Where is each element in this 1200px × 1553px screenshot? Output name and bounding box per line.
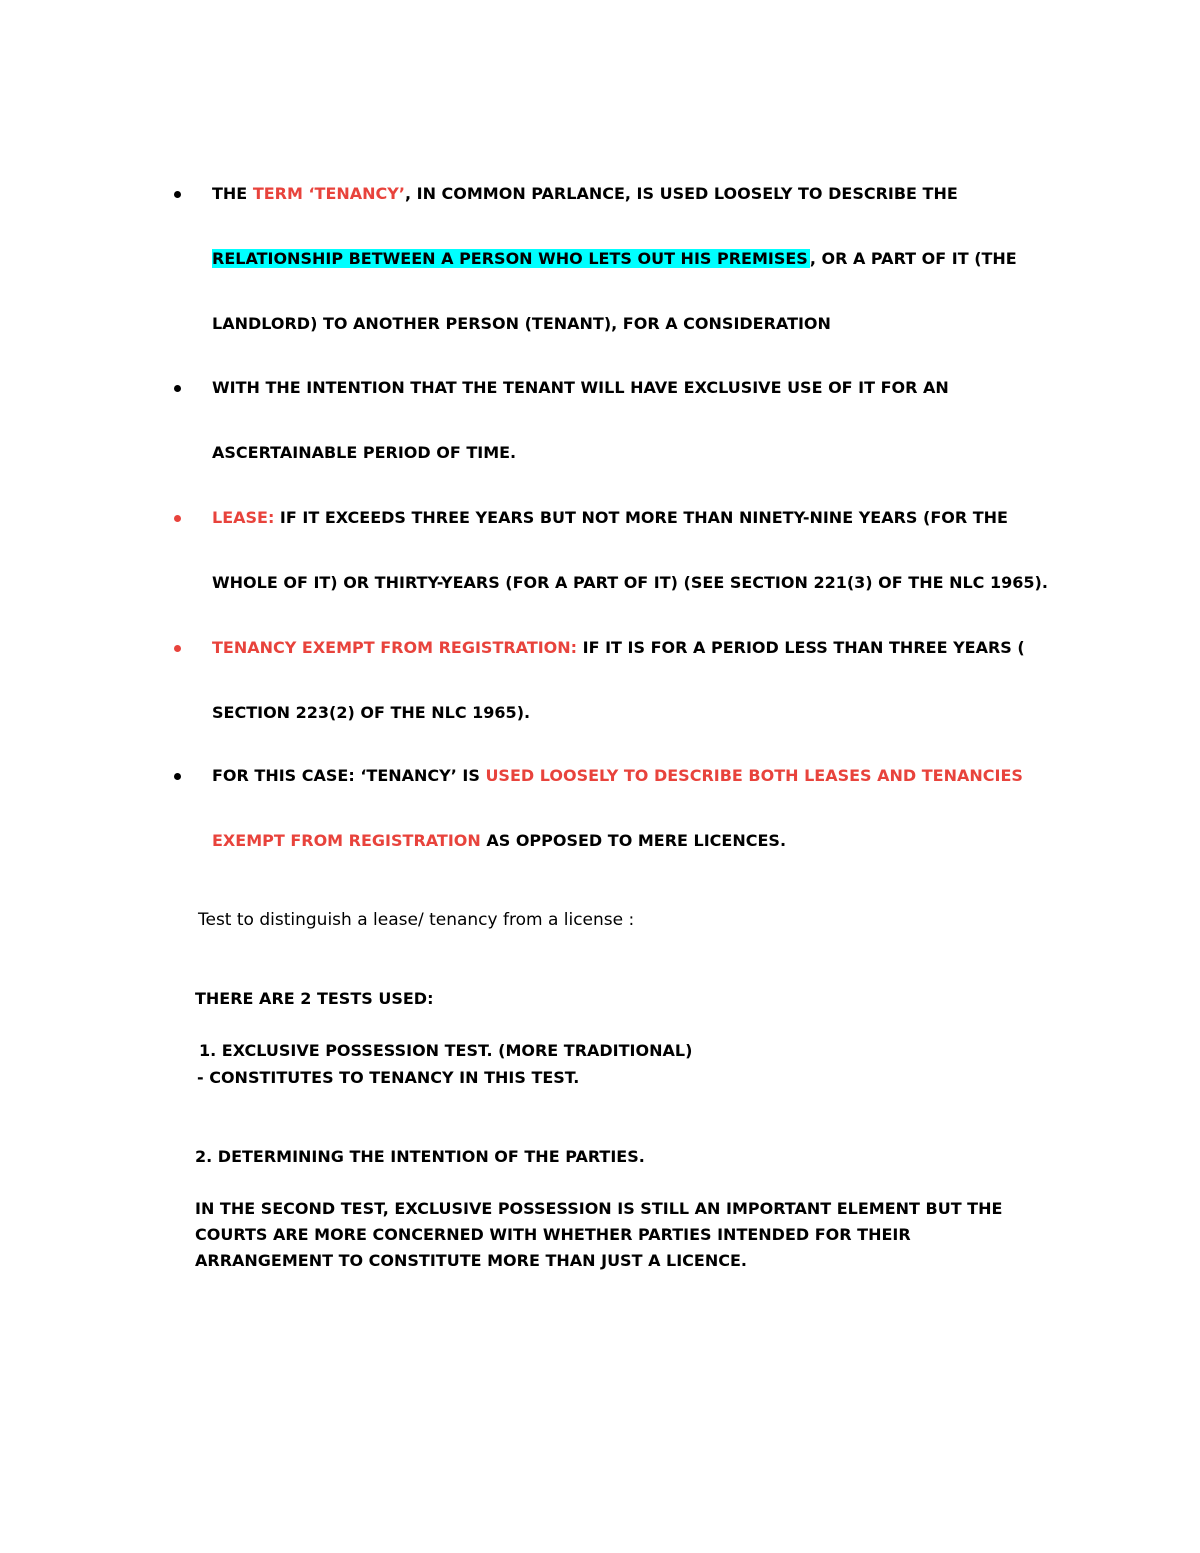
bullet-2-line-2: ASCERTAINABLE PERIOD OF TIME. [212, 443, 517, 462]
test-1-note: - CONSTITUTES TO TENANCY IN THIS TEST. [197, 1068, 580, 1087]
bullet-1-line-2 [212, 248, 1017, 270]
test-heading: Test to distinguish a lease/ tenancy from a license : [198, 910, 635, 930]
conclusion-line-3: ARRANGEMENT TO CONSTITUTE MORE THAN JUST A LICENCE. [195, 1251, 747, 1270]
conclusion-line-1: IN THE SECOND TEST, EXCLUSIVE POSSESSION IS STILL AN IMPORTANT ELEMENT BUT THE [195, 1199, 1003, 1218]
bullet-dot [174, 385, 181, 392]
bullet-3-line-2: WHOLE OF IT) OR THIRTY-YEARS (FOR A PART OF IT) (SEE SECTION 221(3) OF THE NLC 1965). [212, 573, 1048, 592]
bullet-4-line-2: SECTION 223(2) OF THE NLC 1965). [212, 703, 531, 722]
text-run: AS OPPOSED TO MERE LICENCES. [480, 831, 787, 850]
text-run: IF IT IS FOR A PERIOD LESS THAN THREE YEARS ( [577, 638, 1025, 657]
highlighted-text-run: RELATIONSHIP BETWEEN A PERSON WHO LETS OUT HIS PREMISES [212, 249, 808, 268]
text-run: THE [212, 184, 253, 203]
bullet-dot [174, 191, 181, 198]
bullet-4-line-1 [212, 637, 1025, 659]
test-1-title: 1. EXCLUSIVE POSSESSION TEST. (MORE TRADITIONAL) [199, 1041, 693, 1060]
test-2-title: 2. DETERMINING THE INTENTION OF THE PARTIES. [195, 1147, 645, 1166]
bullet-2-line-1: WITH THE INTENTION THAT THE TENANT WILL HAVE EXCLUSIVE USE OF IT FOR AN [212, 378, 949, 397]
bullet-1-line-1 [212, 183, 958, 205]
red-text-run: TENANCY EXEMPT FROM REGISTRATION: [212, 638, 578, 657]
bullet-5-line-2 [212, 830, 786, 852]
text-run: FOR THIS CASE: ‘TENANCY’ IS [212, 766, 486, 785]
bullet-dot-red [174, 515, 181, 522]
bullet-5-line-1 [212, 765, 1023, 787]
two-tests-heading: THERE ARE 2 TESTS USED: [195, 989, 434, 1008]
red-text-run: LEASE: [212, 508, 275, 527]
red-text-run: EXEMPT FROM REGISTRATION [212, 831, 481, 850]
red-text-run: USED LOOSELY TO DESCRIBE BOTH LEASES AND TENANCIES [485, 766, 1023, 785]
bullet-dot [174, 773, 181, 780]
bullet-dot-red [174, 645, 181, 652]
text-run: IF IT EXCEEDS THREE YEARS BUT NOT MORE THAN NINETY-NINE YEARS (FOR THE [274, 508, 1008, 527]
conclusion-line-2: COURTS ARE MORE CONCERNED WITH WHETHER PARTIES INTENDED FOR THEIR [195, 1225, 911, 1244]
text-run: , IN COMMON PARLANCE, IS USED LOOSELY TO DESCRIBE THE [404, 184, 958, 203]
red-text-run: TERM ‘TENANCY’ [252, 184, 405, 203]
text-run: , OR A PART OF IT (THE [809, 249, 1017, 268]
bullet-1-line-3: LANDLORD) TO ANOTHER PERSON (TENANT), FOR A CONSIDERATION [212, 314, 831, 333]
bullet-3-line-1 [212, 507, 1008, 529]
